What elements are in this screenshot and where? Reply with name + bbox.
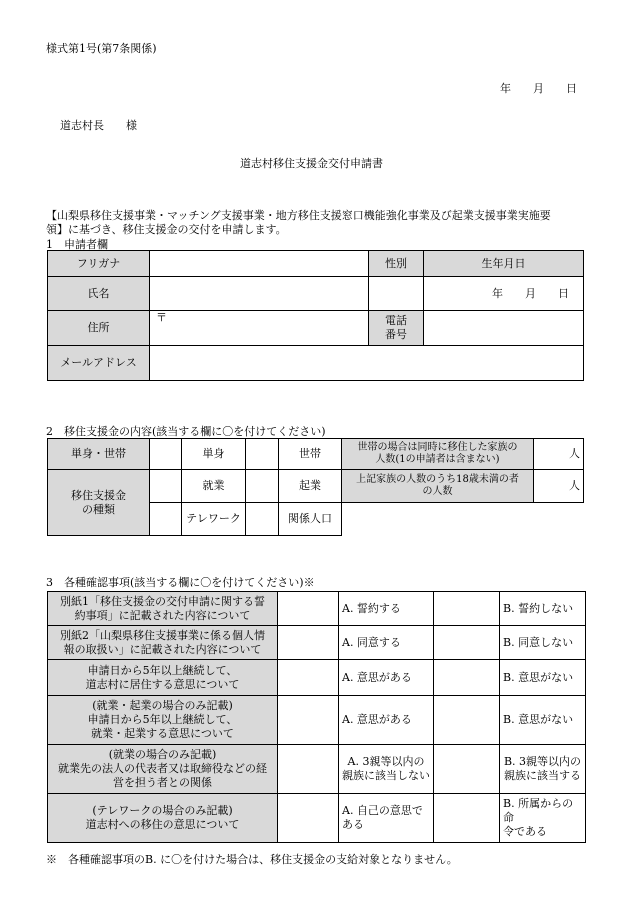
intro-text-line1: 【山梨県移住支援事業・マッチング支援事業・地方移住支援窓口機能強化事業及び起業支援事業実施要 (46, 209, 551, 222)
startup-mark-cell[interactable] (246, 470, 279, 503)
confirmation-label: (テレワークの場合のみ記載) 道志村への移住の意思について (48, 794, 278, 843)
confirmation-row (48, 660, 586, 696)
furigana-field[interactable] (150, 251, 369, 277)
telework-mark-cell[interactable] (150, 503, 182, 536)
option-b-text: B. 誓約しない (500, 592, 586, 626)
option-b-mark-cell[interactable] (434, 696, 500, 745)
confirmation-label: 別紙2「山梨県移住支援事業に係る個人情 報の取扱い」に記載された内容について (48, 626, 278, 660)
birthdate-field[interactable]: 年 月 日 (424, 277, 584, 311)
option-a-text: A. 3親等以内の 親族に該当しない (339, 745, 434, 794)
name-label: 氏名 (48, 277, 150, 311)
family-count-label: 世帯の場合は同時に移住した家族の 人数(1の申請者は含まない) (342, 439, 534, 470)
confirmation-row (48, 696, 586, 745)
single-mark-cell[interactable] (150, 439, 182, 470)
option-a-text: A. 誓約する (339, 592, 434, 626)
related-population-mark-cell[interactable] (246, 503, 279, 536)
document-title: 道志村移住支援金交付申請書 (240, 157, 383, 170)
option-b-text: B. 3親等以内の 親族に該当する (500, 745, 586, 794)
single-household-label: 単身・世帯 (48, 439, 150, 470)
furigana-label: フリガナ (48, 251, 150, 277)
related-population-option: 関係人口 (279, 503, 342, 536)
option-b-mark-cell[interactable] (434, 592, 500, 626)
confirmation-label: 申請日から5年以上継続して、 道志村に居住する意思について (48, 660, 278, 696)
option-a-mark-cell[interactable] (278, 696, 339, 745)
option-b-text: B. 所属からの命 令である (500, 794, 586, 843)
under18-count-field[interactable]: 人 (534, 470, 584, 503)
confirmation-label: (就業の場合のみ記載) 就業先の法人の代表者又は取締役などの経 営を担う者との関係 (48, 745, 278, 794)
address-field[interactable] (150, 311, 369, 346)
option-b-mark-cell[interactable] (434, 745, 500, 794)
single-option: 単身 (182, 439, 246, 470)
support-type-label: 移住支援金 の種類 (48, 470, 150, 536)
email-label: メールアドレス (48, 346, 150, 381)
under18-count-label: 上記家族の人数のうち18歳未満の者 の人数 (342, 470, 534, 503)
confirmation-row (48, 592, 586, 626)
option-a-mark-cell[interactable] (278, 794, 339, 843)
phone-label: 電話 番号 (369, 311, 424, 346)
gender-field[interactable] (369, 277, 424, 311)
option-a-mark-cell[interactable] (278, 626, 339, 660)
household-mark-cell[interactable] (246, 439, 279, 470)
support-content-table (47, 438, 584, 536)
name-field[interactable] (150, 277, 369, 311)
employment-mark-cell[interactable] (150, 470, 182, 503)
postal-mark: 〒 (156, 311, 167, 324)
option-a-text: A. 同意する (339, 626, 434, 660)
household-option: 世帯 (279, 439, 342, 470)
date-line: 年 月 日 (500, 82, 577, 95)
confirmation-label: (就業・起業の場合のみ記載) 申請日から5年以上継続して、 就業・起業する意思について (48, 696, 278, 745)
intro-text-line2: 領】に基づき、移住支援金の交付を申請します。 (46, 223, 287, 236)
applicant-table (47, 250, 584, 381)
form-number: 様式第1号(第7条関係) (46, 42, 157, 55)
telework-option: テレワーク (182, 503, 246, 536)
section1-heading: 1 申請者欄 (46, 238, 108, 251)
option-a-mark-cell[interactable] (278, 592, 339, 626)
email-field[interactable] (150, 346, 584, 381)
option-a-text: A. 意思がある (339, 660, 434, 696)
option-a-text: A. 意思がある (339, 696, 434, 745)
option-a-text: A. 自己の意思で ある (339, 794, 434, 843)
startup-option: 起業 (279, 470, 342, 503)
employment-option: 就業 (182, 470, 246, 503)
section2-heading: 2 移住支援金の内容(該当する欄に〇を付けてください) (46, 425, 326, 438)
confirmation-row (48, 794, 586, 843)
option-b-mark-cell[interactable] (434, 626, 500, 660)
confirmation-label: 別紙1「移住支援金の交付申請に関する誓 約事項」に記載された内容について (48, 592, 278, 626)
option-b-text: B. 意思がない (500, 660, 586, 696)
confirmation-row (48, 626, 586, 660)
option-b-mark-cell[interactable] (434, 794, 500, 843)
confirmation-table (47, 591, 586, 843)
section3-heading: 3 各種確認事項(該当する欄に〇を付けてください)※ (46, 576, 315, 589)
addressee: 道志村長 様 (60, 119, 137, 132)
address-label: 住所 (48, 311, 150, 346)
option-a-mark-cell[interactable] (278, 745, 339, 794)
family-count-field[interactable]: 人 (534, 439, 584, 470)
option-b-text: B. 意思がない (500, 696, 586, 745)
footnote: ※ 各種確認事項のB. に〇を付けた場合は、移住支援金の支給対象となりません。 (46, 853, 458, 866)
option-a-mark-cell[interactable] (278, 660, 339, 696)
confirmation-row (48, 745, 586, 794)
phone-field[interactable] (424, 311, 584, 346)
option-b-text: B. 同意しない (500, 626, 586, 660)
gender-label: 性別 (369, 251, 424, 277)
option-b-mark-cell[interactable] (434, 660, 500, 696)
birthdate-label: 生年月日 (424, 251, 584, 277)
blank-area (342, 503, 584, 536)
